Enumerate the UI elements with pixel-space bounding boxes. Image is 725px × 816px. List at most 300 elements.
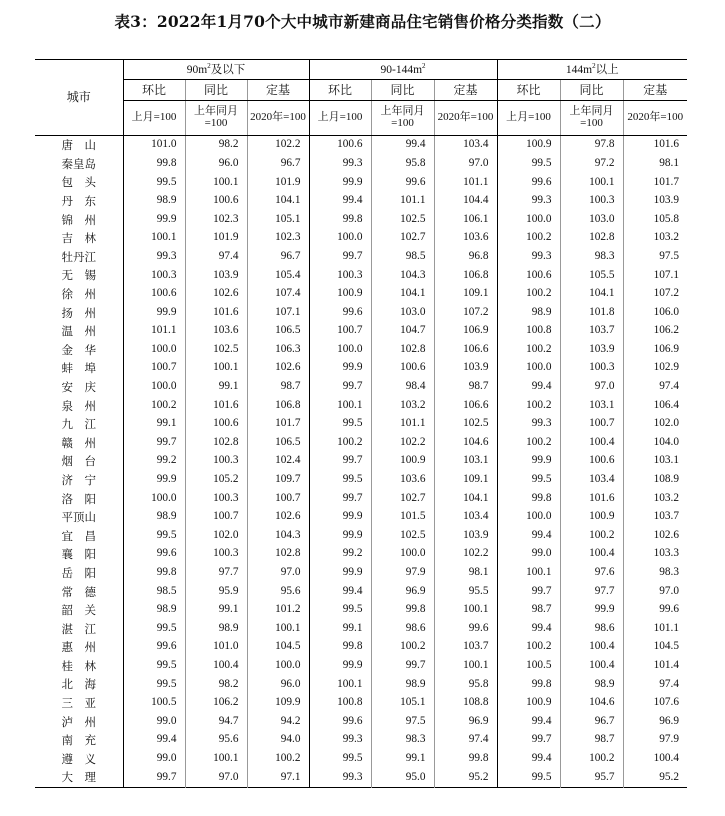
index-value: 102.2 — [371, 434, 434, 453]
index-value: 100.7 — [123, 359, 185, 378]
index-value: 103.1 — [560, 396, 623, 415]
index-value: 100.0 — [247, 657, 309, 676]
index-value: 109.1 — [434, 471, 497, 490]
index-value: 100.7 — [185, 508, 247, 527]
table-row — [35, 582, 687, 601]
index-value: 95.5 — [434, 582, 497, 601]
index-value: 100.1 — [309, 675, 371, 694]
index-value: 100.1 — [309, 396, 371, 415]
index-value: 97.5 — [371, 712, 434, 731]
subheader-fixed-base: 定基 — [434, 80, 497, 101]
index-value: 103.2 — [371, 396, 434, 415]
table-row — [35, 396, 687, 415]
index-value: 96.9 — [371, 582, 434, 601]
index-value: 100.2 — [247, 750, 309, 769]
table-row — [35, 341, 687, 360]
index-value: 95.7 — [560, 768, 623, 787]
table-row — [35, 136, 687, 155]
index-value: 99.1 — [185, 378, 247, 397]
index-value: 100.3 — [560, 359, 623, 378]
city-name: 蚌 埠 — [61, 361, 96, 376]
table-row — [35, 471, 687, 490]
index-value: 95.2 — [623, 768, 687, 787]
city-name: 牡丹江 — [61, 249, 96, 264]
index-value: 99.0 — [497, 545, 560, 564]
index-value: 102.6 — [247, 359, 309, 378]
table-row — [35, 266, 687, 285]
index-value: 100.0 — [497, 210, 560, 229]
index-value: 98.9 — [560, 675, 623, 694]
index-value: 99.5 — [123, 526, 185, 545]
index-value: 100.2 — [123, 396, 185, 415]
table-row — [35, 545, 687, 564]
index-value: 102.5 — [434, 415, 497, 434]
index-value: 100.1 — [497, 564, 560, 583]
index-value: 98.7 — [434, 378, 497, 397]
index-value: 99.4 — [371, 136, 434, 155]
index-value: 95.8 — [371, 155, 434, 174]
table-row — [35, 526, 687, 545]
table-row — [35, 508, 687, 527]
index-value: 99.5 — [309, 471, 371, 490]
index-value: 100.0 — [123, 489, 185, 508]
city-name: 宜 昌 — [61, 528, 96, 543]
index-value: 104.7 — [371, 322, 434, 341]
city-name: 常 德 — [61, 584, 96, 599]
index-value: 99.7 — [309, 452, 371, 471]
index-value: 99.4 — [309, 582, 371, 601]
index-value: 97.0 — [560, 378, 623, 397]
index-value: 98.2 — [185, 675, 247, 694]
index-value: 99.4 — [497, 526, 560, 545]
index-value: 102.8 — [371, 341, 434, 360]
index-value: 103.3 — [623, 545, 687, 564]
subheader-yoy: 同比 — [371, 80, 434, 101]
table-row — [35, 359, 687, 378]
table-row — [35, 731, 687, 750]
index-value: 103.9 — [434, 359, 497, 378]
index-value: 99.3 — [497, 192, 560, 211]
subheader-yoy: 同比 — [560, 80, 623, 101]
subheader-yoy: 同比 — [185, 80, 247, 101]
city-name: 丹 东 — [61, 194, 96, 209]
index-value: 102.5 — [371, 526, 434, 545]
city-name: 赣 州 — [61, 435, 96, 450]
table-row — [35, 322, 687, 341]
index-value: 96.7 — [247, 155, 309, 174]
index-value: 104.0 — [623, 434, 687, 453]
index-value: 99.4 — [497, 619, 560, 638]
index-value: 100.2 — [560, 750, 623, 769]
index-value: 98.9 — [497, 303, 560, 322]
base-year-2020: 2020年=100 — [623, 101, 687, 136]
city-name: 湛 江 — [61, 621, 96, 636]
index-value: 96.9 — [623, 712, 687, 731]
index-value: 100.2 — [497, 341, 560, 360]
table-row — [35, 210, 687, 229]
index-value: 100.0 — [309, 341, 371, 360]
index-value: 103.6 — [434, 229, 497, 248]
index-value: 102.0 — [185, 526, 247, 545]
table-row — [35, 564, 687, 583]
index-value: 101.6 — [623, 136, 687, 155]
index-value: 103.7 — [623, 508, 687, 527]
index-value: 98.2 — [185, 136, 247, 155]
header-row-bases — [35, 101, 687, 136]
index-value: 100.1 — [185, 750, 247, 769]
city-column-header: 城市 — [35, 60, 123, 136]
index-value: 100.3 — [123, 266, 185, 285]
index-value: 106.8 — [434, 266, 497, 285]
city-name: 桂 林 — [61, 658, 96, 673]
index-value: 102.6 — [247, 508, 309, 527]
base-same-month-last-year: 上年同月=100 — [371, 101, 434, 136]
index-value: 94.7 — [185, 712, 247, 731]
index-value: 100.3 — [185, 489, 247, 508]
index-value: 102.8 — [247, 545, 309, 564]
index-value: 95.8 — [434, 675, 497, 694]
index-value: 106.0 — [623, 303, 687, 322]
index-value: 104.1 — [434, 489, 497, 508]
index-value: 97.0 — [623, 582, 687, 601]
index-value: 99.3 — [123, 248, 185, 267]
index-value: 104.5 — [623, 638, 687, 657]
index-value: 99.9 — [123, 471, 185, 490]
index-value: 105.1 — [247, 210, 309, 229]
index-value: 102.5 — [185, 341, 247, 360]
index-value: 107.6 — [623, 694, 687, 713]
index-value: 95.6 — [185, 731, 247, 750]
index-value: 99.5 — [123, 657, 185, 676]
index-value: 102.6 — [623, 526, 687, 545]
index-value: 106.2 — [185, 694, 247, 713]
index-value: 106.6 — [434, 396, 497, 415]
index-value: 97.7 — [185, 564, 247, 583]
index-value: 96.8 — [434, 248, 497, 267]
index-value: 99.4 — [309, 192, 371, 211]
index-value: 99.7 — [371, 657, 434, 676]
index-value: 97.4 — [623, 675, 687, 694]
index-value: 102.2 — [434, 545, 497, 564]
index-value: 100.3 — [560, 192, 623, 211]
index-value: 106.8 — [247, 396, 309, 415]
index-value: 100.9 — [497, 136, 560, 155]
base-last-month: 上月=100 — [123, 101, 185, 136]
index-value: 99.1 — [185, 601, 247, 620]
index-value: 100.1 — [247, 619, 309, 638]
index-value: 100.2 — [371, 638, 434, 657]
index-value: 100.0 — [309, 229, 371, 248]
index-value: 101.9 — [185, 229, 247, 248]
index-value: 100.1 — [560, 173, 623, 192]
index-value: 97.0 — [247, 564, 309, 583]
index-value: 105.4 — [247, 266, 309, 285]
index-value: 102.8 — [185, 434, 247, 453]
index-value: 99.6 — [123, 638, 185, 657]
index-value: 103.9 — [185, 266, 247, 285]
index-value: 109.7 — [247, 471, 309, 490]
index-value: 103.6 — [371, 471, 434, 490]
city-name: 韶 关 — [61, 603, 96, 618]
index-value: 99.9 — [123, 210, 185, 229]
index-value: 100.8 — [497, 322, 560, 341]
index-value: 100.1 — [434, 657, 497, 676]
index-value: 97.9 — [623, 731, 687, 750]
city-name: 安 庆 — [61, 379, 96, 394]
index-value: 101.6 — [560, 489, 623, 508]
table-row — [35, 452, 687, 471]
index-value: 99.8 — [123, 564, 185, 583]
index-value: 99.8 — [309, 638, 371, 657]
index-value: 98.7 — [247, 378, 309, 397]
index-value: 99.7 — [309, 248, 371, 267]
index-value: 100.4 — [185, 657, 247, 676]
index-value: 99.7 — [123, 434, 185, 453]
index-value: 100.3 — [185, 545, 247, 564]
index-value: 106.5 — [247, 434, 309, 453]
index-value: 94.0 — [247, 731, 309, 750]
index-value: 100.4 — [560, 545, 623, 564]
index-value: 99.1 — [123, 415, 185, 434]
index-value: 100.2 — [497, 434, 560, 453]
index-value: 99.7 — [497, 731, 560, 750]
index-value: 97.4 — [185, 248, 247, 267]
city-name: 无 锡 — [61, 268, 96, 283]
index-value: 97.1 — [247, 768, 309, 787]
index-value: 104.6 — [434, 434, 497, 453]
index-value: 103.2 — [623, 229, 687, 248]
subheader-mom: 环比 — [309, 80, 371, 101]
index-value: 102.5 — [371, 210, 434, 229]
index-value: 101.4 — [623, 657, 687, 676]
index-value: 100.9 — [371, 452, 434, 471]
index-value: 106.6 — [434, 341, 497, 360]
city-name: 济 宁 — [61, 472, 96, 487]
index-value: 99.1 — [309, 619, 371, 638]
index-value: 105.1 — [371, 694, 434, 713]
index-value: 100.9 — [560, 508, 623, 527]
index-value: 100.9 — [497, 694, 560, 713]
base-same-month-last-year: 上年同月=100 — [560, 101, 623, 136]
index-value: 104.1 — [247, 192, 309, 211]
index-value: 98.9 — [371, 675, 434, 694]
index-value: 103.9 — [560, 341, 623, 360]
index-value: 96.9 — [434, 712, 497, 731]
index-value: 99.0 — [123, 750, 185, 769]
index-value: 101.1 — [371, 192, 434, 211]
index-value: 101.2 — [247, 601, 309, 620]
index-value: 100.2 — [497, 285, 560, 304]
table-row — [35, 192, 687, 211]
city-name: 平顶山 — [61, 510, 96, 525]
index-value: 101.8 — [560, 303, 623, 322]
index-value: 96.0 — [247, 675, 309, 694]
index-value: 98.6 — [371, 619, 434, 638]
index-value: 98.5 — [371, 248, 434, 267]
table-row — [35, 675, 687, 694]
index-value: 100.5 — [497, 657, 560, 676]
index-value: 108.9 — [623, 471, 687, 490]
index-value: 98.5 — [123, 582, 185, 601]
city-name: 惠 州 — [61, 640, 96, 655]
index-value: 103.1 — [623, 452, 687, 471]
index-value: 99.4 — [123, 731, 185, 750]
index-value: 99.9 — [309, 173, 371, 192]
index-value: 98.1 — [434, 564, 497, 583]
index-value: 100.7 — [560, 415, 623, 434]
index-value: 102.3 — [247, 229, 309, 248]
index-value: 99.3 — [497, 248, 560, 267]
index-value: 102.2 — [247, 136, 309, 155]
index-value: 107.1 — [623, 266, 687, 285]
index-value: 102.7 — [371, 229, 434, 248]
index-value: 100.1 — [123, 229, 185, 248]
index-value: 105.5 — [560, 266, 623, 285]
index-value: 102.3 — [185, 210, 247, 229]
city-name: 九 江 — [61, 417, 96, 432]
index-value: 103.9 — [623, 192, 687, 211]
index-value: 99.2 — [309, 545, 371, 564]
index-value: 97.0 — [185, 768, 247, 787]
index-value: 97.2 — [560, 155, 623, 174]
table-row — [35, 173, 687, 192]
index-value: 101.6 — [185, 396, 247, 415]
index-value: 109.1 — [434, 285, 497, 304]
table-row — [35, 434, 687, 453]
index-value: 99.6 — [309, 303, 371, 322]
header-row-types — [35, 80, 687, 101]
index-value: 107.2 — [434, 303, 497, 322]
index-value: 105.8 — [623, 210, 687, 229]
index-value: 100.6 — [560, 452, 623, 471]
index-value: 102.9 — [623, 359, 687, 378]
price-index-table — [35, 59, 687, 788]
index-value: 102.4 — [247, 452, 309, 471]
index-value: 100.1 — [434, 601, 497, 620]
index-value: 97.8 — [560, 136, 623, 155]
index-value: 96.0 — [185, 155, 247, 174]
index-value: 106.3 — [247, 341, 309, 360]
index-value: 98.9 — [185, 619, 247, 638]
index-value: 99.7 — [123, 768, 185, 787]
city-name: 烟 台 — [61, 454, 96, 469]
table-row — [35, 712, 687, 731]
index-value: 99.5 — [309, 601, 371, 620]
index-value: 103.4 — [560, 471, 623, 490]
index-value: 100.6 — [309, 136, 371, 155]
index-value: 100.8 — [309, 694, 371, 713]
index-value: 98.9 — [123, 601, 185, 620]
table-row — [35, 768, 687, 787]
subheader-mom: 环比 — [123, 80, 185, 101]
index-value: 99.8 — [123, 155, 185, 174]
city-name: 包 头 — [61, 175, 96, 190]
index-value: 99.8 — [371, 601, 434, 620]
index-value: 106.1 — [434, 210, 497, 229]
group-header-large: $144m^2$以上 — [497, 60, 687, 80]
index-value: 99.5 — [497, 155, 560, 174]
index-value: 97.0 — [434, 155, 497, 174]
index-value: 98.4 — [371, 378, 434, 397]
index-value: 99.9 — [497, 452, 560, 471]
index-value: 100.9 — [309, 285, 371, 304]
base-last-month: 上月=100 — [309, 101, 371, 136]
index-value: 99.6 — [497, 173, 560, 192]
table-row — [35, 750, 687, 769]
index-value: 101.7 — [623, 173, 687, 192]
index-value: 100.1 — [185, 173, 247, 192]
index-value: 100.4 — [560, 434, 623, 453]
index-value: 99.6 — [434, 619, 497, 638]
index-value: 99.4 — [497, 750, 560, 769]
index-value: 103.1 — [434, 452, 497, 471]
index-value: 98.9 — [123, 192, 185, 211]
header-row-groups — [35, 60, 687, 80]
subheader-mom: 环比 — [497, 80, 560, 101]
index-value: 99.9 — [309, 564, 371, 583]
index-value: 97.7 — [560, 582, 623, 601]
index-value: 101.7 — [247, 415, 309, 434]
index-value: 106.4 — [623, 396, 687, 415]
index-value: 99.9 — [309, 657, 371, 676]
index-value: 103.9 — [434, 526, 497, 545]
index-value: 95.2 — [434, 768, 497, 787]
index-value: 95.6 — [247, 582, 309, 601]
index-value: 101.9 — [247, 173, 309, 192]
index-value: 100.1 — [185, 359, 247, 378]
index-value: 97.6 — [560, 564, 623, 583]
index-value: 98.1 — [623, 155, 687, 174]
index-value: 106.9 — [434, 322, 497, 341]
index-value: 99.9 — [560, 601, 623, 620]
index-value: 97.5 — [623, 248, 687, 267]
index-value: 99.5 — [123, 675, 185, 694]
index-value: 100.4 — [560, 657, 623, 676]
index-value: 99.5 — [123, 619, 185, 638]
index-value: 100.0 — [123, 341, 185, 360]
index-value: 99.3 — [309, 731, 371, 750]
index-value: 101.0 — [123, 136, 185, 155]
index-value: 100.0 — [371, 545, 434, 564]
index-value: 96.7 — [560, 712, 623, 731]
index-value: 106.5 — [247, 322, 309, 341]
index-value: 94.2 — [247, 712, 309, 731]
index-value: 100.2 — [309, 434, 371, 453]
index-value: 100.0 — [497, 508, 560, 527]
city-name: 北 海 — [61, 677, 96, 692]
index-value: 100.3 — [309, 266, 371, 285]
index-value: 104.4 — [434, 192, 497, 211]
index-value: 99.3 — [497, 415, 560, 434]
index-value: 100.4 — [560, 638, 623, 657]
index-value: 99.7 — [309, 378, 371, 397]
index-value: 99.7 — [497, 582, 560, 601]
city-name: 三 亚 — [61, 696, 96, 711]
index-value: 98.3 — [371, 731, 434, 750]
index-value: 103.0 — [371, 303, 434, 322]
index-value: 98.7 — [560, 731, 623, 750]
index-value: 103.7 — [434, 638, 497, 657]
index-value: 99.0 — [123, 712, 185, 731]
index-value: 103.7 — [560, 322, 623, 341]
index-value: 97.4 — [434, 731, 497, 750]
index-value: 101.6 — [185, 303, 247, 322]
index-value: 99.5 — [497, 768, 560, 787]
index-value: 98.3 — [560, 248, 623, 267]
subheader-fixed-base: 定基 — [247, 80, 309, 101]
index-value: 107.1 — [247, 303, 309, 322]
city-name: 唐 山 — [61, 138, 96, 153]
